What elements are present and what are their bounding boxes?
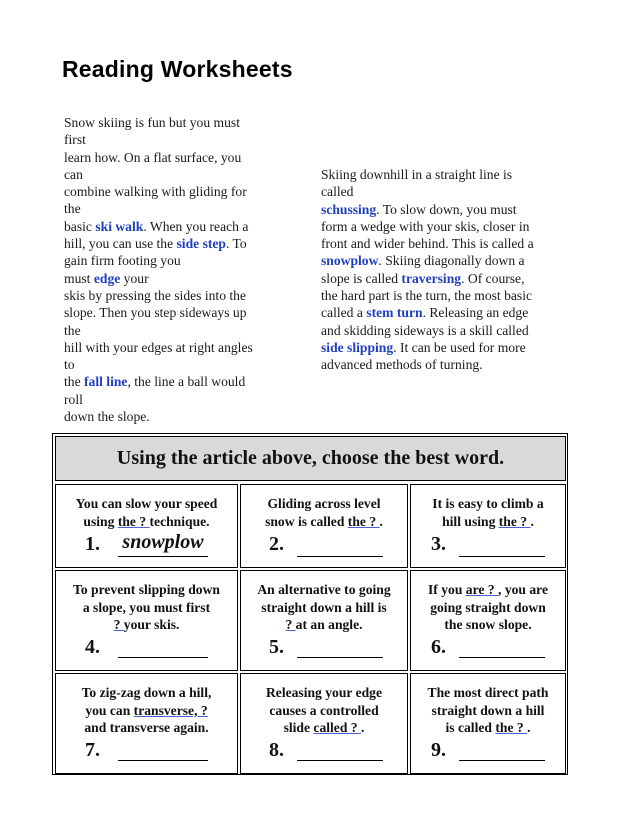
text-segment: the bbox=[64, 374, 85, 390]
text-segment: combine walking with gliding for bbox=[64, 184, 247, 200]
text-segment: straight down a hill bbox=[431, 702, 545, 718]
text-segment: straight down a hill is bbox=[261, 599, 387, 615]
text-segment: learn how. On a flat surface, you bbox=[64, 149, 242, 165]
question-number: 4. bbox=[85, 636, 100, 658]
text-line bbox=[56, 513, 237, 531]
question-cell-6 bbox=[410, 570, 566, 671]
blank-placeholder: transverse, ? bbox=[133, 702, 208, 718]
text-line bbox=[321, 339, 534, 356]
text-line bbox=[241, 702, 407, 720]
text-line bbox=[321, 252, 534, 269]
text-segment: slope. Then you step sideways up bbox=[64, 305, 247, 321]
page-title: Reading Worksheets bbox=[62, 56, 293, 82]
text-line bbox=[56, 719, 237, 737]
text-line bbox=[64, 304, 253, 321]
text-line bbox=[64, 373, 253, 390]
keyword-term: ski walk bbox=[95, 218, 144, 234]
answer-field[interactable] bbox=[118, 740, 208, 761]
text-segment: the bbox=[64, 201, 81, 217]
blank-placeholder: the ? bbox=[495, 720, 528, 735]
text-segment: you can bbox=[85, 702, 134, 718]
article-left-column bbox=[64, 114, 253, 425]
question-number: 7. bbox=[85, 739, 100, 761]
text-segment: form a wedge with your skis, closer in bbox=[321, 218, 530, 234]
text-line bbox=[64, 270, 253, 287]
blank-placeholder: ? bbox=[285, 617, 296, 632]
text-segment: to bbox=[64, 357, 75, 373]
text-segment: the bbox=[64, 322, 81, 338]
text-segment: causes a controlled bbox=[269, 702, 379, 718]
text-line bbox=[56, 581, 237, 599]
text-segment: skis by pressing the sides into the bbox=[64, 287, 246, 303]
text-line bbox=[64, 114, 253, 131]
text-line bbox=[64, 339, 253, 356]
question-cell-7 bbox=[55, 673, 238, 774]
answer-field[interactable] bbox=[297, 536, 383, 557]
text-segment: front and wider behind. This is called a bbox=[321, 236, 534, 252]
text-segment: hill, you can use the bbox=[64, 236, 177, 252]
text-segment: , the line a ball would bbox=[127, 374, 246, 390]
text-segment: . Skiing diagonally down a bbox=[378, 253, 525, 269]
text-segment: can bbox=[64, 166, 83, 182]
text-line bbox=[321, 304, 534, 321]
keyword-term: side step bbox=[176, 236, 226, 252]
text-line bbox=[411, 599, 565, 617]
keyword-term: schussing bbox=[321, 201, 377, 217]
text-segment: is called bbox=[445, 720, 496, 735]
question-cell-2 bbox=[240, 484, 408, 568]
text-segment: . It can be used for more bbox=[393, 339, 526, 355]
text-segment: using bbox=[83, 513, 118, 529]
text-segment: Releasing your edge bbox=[265, 685, 383, 700]
text-segment: hill with your edges at right angles bbox=[64, 339, 253, 355]
keyword-term: side slipping bbox=[321, 339, 394, 355]
text-segment: the hard part is the turn, the most basic bbox=[321, 288, 533, 304]
text-segment: . bbox=[361, 720, 365, 735]
answer-field[interactable] bbox=[459, 740, 545, 761]
text-segment: The most direct path bbox=[427, 685, 549, 700]
text-line bbox=[64, 166, 253, 183]
text-line bbox=[64, 356, 253, 373]
text-line bbox=[241, 616, 407, 634]
text-segment: gain firm footing you bbox=[64, 253, 181, 269]
answer-field[interactable] bbox=[297, 740, 383, 761]
text-line bbox=[411, 513, 565, 531]
text-line bbox=[411, 684, 565, 702]
text-line bbox=[321, 322, 534, 339]
text-segment: and transverse again. bbox=[84, 720, 209, 735]
question-cell-8 bbox=[240, 673, 408, 774]
question-number: 9. bbox=[431, 739, 446, 761]
text-segment: down the slope. bbox=[64, 409, 150, 425]
text-segment: called a bbox=[321, 305, 367, 321]
blank-placeholder: called ? bbox=[313, 720, 361, 735]
text-line bbox=[241, 719, 407, 737]
text-segment: . To slow down, you must bbox=[376, 201, 517, 217]
text-segment: . Of course, bbox=[461, 270, 525, 286]
text-line bbox=[56, 616, 237, 634]
text-segment: . bbox=[379, 513, 383, 529]
text-segment: Snow skiing is fun but you must bbox=[64, 115, 240, 130]
text-segment: . To bbox=[226, 236, 247, 252]
question-cell-3 bbox=[410, 484, 566, 568]
question-cell-4 bbox=[55, 570, 238, 671]
question-number: 2. bbox=[269, 533, 284, 555]
answer-text: snowplow bbox=[122, 531, 204, 553]
text-segment: Gliding across level bbox=[267, 496, 381, 511]
text-line bbox=[64, 252, 253, 269]
blank-placeholder: are ? bbox=[465, 582, 499, 597]
question-cell-1 bbox=[55, 484, 238, 568]
text-segment: . bbox=[530, 513, 534, 529]
text-line bbox=[411, 581, 565, 599]
text-line bbox=[411, 702, 565, 720]
text-line bbox=[241, 599, 407, 617]
text-line bbox=[56, 702, 237, 720]
text-line bbox=[321, 183, 534, 200]
text-line bbox=[411, 495, 565, 513]
question-number: 3. bbox=[431, 533, 446, 555]
text-segment: called bbox=[321, 184, 354, 200]
text-segment: a slope, you must first bbox=[82, 599, 211, 615]
blank-placeholder: ? bbox=[113, 617, 124, 632]
text-segment: the snow slope. bbox=[444, 617, 532, 632]
text-line bbox=[64, 183, 253, 200]
keyword-term: traversing bbox=[401, 270, 462, 286]
text-line bbox=[64, 322, 253, 339]
text-segment: You can slow your speed bbox=[75, 496, 218, 511]
text-line bbox=[56, 495, 237, 513]
answer-field[interactable] bbox=[118, 637, 208, 658]
text-segment: An alternative to going bbox=[257, 582, 391, 597]
text-segment: To prevent slipping down bbox=[73, 582, 220, 597]
text-segment: must bbox=[64, 270, 94, 286]
question-number: 5. bbox=[269, 636, 284, 658]
text-segment: . When you reach a bbox=[143, 218, 249, 234]
text-segment: slide bbox=[283, 720, 314, 735]
text-line bbox=[321, 287, 534, 304]
blank-placeholder: the ? bbox=[498, 513, 531, 529]
text-line bbox=[321, 201, 534, 218]
text-segment: slope is called bbox=[321, 270, 402, 286]
text-line bbox=[241, 513, 407, 531]
text-segment: your bbox=[120, 270, 149, 286]
text-line bbox=[64, 149, 253, 166]
text-line bbox=[64, 235, 253, 252]
text-segment: If you bbox=[428, 582, 466, 597]
text-line bbox=[64, 200, 253, 217]
keyword-term: stem turn bbox=[366, 305, 423, 321]
text-segment: . Releasing an edge bbox=[422, 305, 529, 321]
text-line bbox=[241, 684, 407, 702]
blank-placeholder: the ? bbox=[117, 513, 150, 529]
question-cell-5 bbox=[240, 570, 408, 671]
text-segment: roll bbox=[64, 391, 83, 407]
text-line bbox=[241, 495, 407, 513]
answer-field[interactable] bbox=[459, 536, 545, 557]
text-line bbox=[411, 719, 565, 737]
answer-field[interactable] bbox=[459, 637, 545, 658]
text-segment: To zig-zag down a hill, bbox=[81, 685, 212, 700]
keyword-term: edge bbox=[93, 270, 121, 286]
text-segment: first bbox=[64, 132, 86, 148]
text-segment: at an angle. bbox=[295, 617, 363, 632]
blank-placeholder: the ? bbox=[347, 513, 380, 529]
text-line bbox=[321, 235, 534, 252]
text-line bbox=[56, 599, 237, 617]
text-segment: basic bbox=[64, 218, 96, 234]
exercise-header: Using the article above, choose the best word. bbox=[55, 436, 566, 481]
text-segment: and skidding sideways is a skill called bbox=[321, 322, 529, 338]
text-segment: going straight down bbox=[430, 599, 546, 615]
text-segment: snow is called bbox=[265, 513, 348, 529]
keyword-term: fall line bbox=[84, 374, 128, 390]
question-cell-9 bbox=[410, 673, 566, 774]
text-segment: . bbox=[527, 720, 531, 735]
text-line bbox=[56, 684, 237, 702]
text-segment: , you are bbox=[498, 582, 548, 597]
text-line bbox=[411, 616, 565, 634]
answer-field[interactable] bbox=[297, 637, 383, 658]
article-right-column bbox=[321, 166, 534, 374]
text-line bbox=[64, 218, 253, 235]
text-line bbox=[64, 391, 253, 408]
text-segment: hill using bbox=[442, 513, 499, 529]
text-segment: advanced methods of turning. bbox=[321, 357, 483, 373]
text-line bbox=[321, 270, 534, 287]
text-line bbox=[321, 166, 534, 183]
text-segment: It is easy to climb a bbox=[432, 496, 544, 511]
question-number: 8. bbox=[269, 739, 284, 761]
question-number: 1. bbox=[85, 533, 100, 555]
text-segment: technique. bbox=[149, 513, 210, 529]
answer-field[interactable] bbox=[118, 531, 208, 557]
text-line bbox=[64, 131, 253, 148]
keyword-term: snowplow bbox=[321, 253, 379, 269]
text-line bbox=[241, 581, 407, 599]
text-segment: Skiing downhill in a straight line is bbox=[321, 167, 513, 182]
text-line bbox=[64, 408, 253, 425]
text-line bbox=[321, 356, 534, 373]
text-segment: your skis. bbox=[123, 617, 180, 632]
text-line bbox=[321, 218, 534, 235]
text-line bbox=[64, 287, 253, 304]
question-number: 6. bbox=[431, 636, 446, 658]
